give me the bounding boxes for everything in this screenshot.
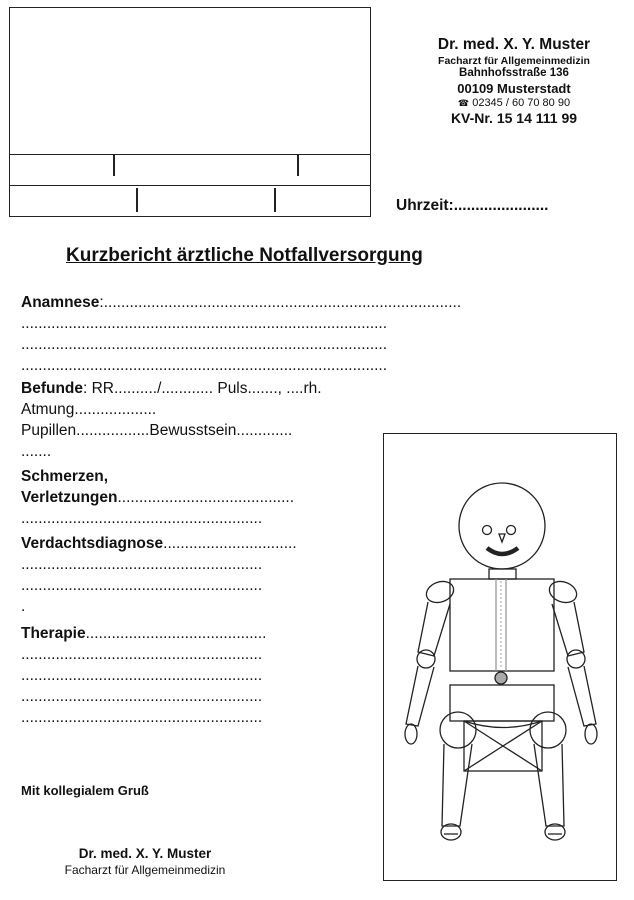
doctor-city: 00109 Musterstadt	[457, 80, 571, 96]
label-box-divider	[136, 188, 138, 212]
befunde-section	[21, 378, 322, 462]
right-upper-arm	[552, 602, 584, 656]
therapie-line[interactable]: ........................................................	[21, 667, 263, 684]
befunde-label: Befunde	[21, 380, 83, 397]
greeting: Mit kollegialem Gruß	[21, 783, 149, 798]
right-lower-leg	[534, 744, 564, 826]
doctor-street: Bahnhofsstraße 136	[459, 67, 569, 80]
doctor-specialty: Facharzt für Allgemeinmedizin	[438, 54, 590, 67]
therapie-section	[21, 623, 266, 728]
left-shoulder	[423, 578, 456, 606]
verdacht-field[interactable]	[21, 533, 297, 554]
doctor-phone: 02345 / 60 70 80 90	[472, 96, 571, 109]
navel-joint	[495, 672, 507, 684]
left-eye	[483, 526, 492, 535]
verdacht-dots: ...............................	[163, 535, 297, 552]
verdacht-label: Verdachtsdiagnose	[21, 535, 164, 552]
pupillen-field[interactable]: Pupillen.................Bewusstsein.............	[21, 422, 293, 439]
doctor-kv-number: KV-Nr. 15 14 111 99	[450, 109, 578, 126]
time-field[interactable]: Uhrzeit:......................	[396, 197, 549, 214]
left-hand	[405, 724, 417, 744]
left-forearm	[406, 666, 434, 726]
doctor-phone-line	[395, 97, 633, 110]
neck	[489, 569, 516, 579]
verletzungen-field[interactable]	[21, 487, 294, 508]
label-box-row	[10, 154, 370, 186]
body-diagram[interactable]	[384, 434, 615, 879]
verdacht-line[interactable]: ........................................................	[21, 577, 263, 594]
body-diagram-box[interactable]	[383, 433, 617, 881]
right-hand	[585, 724, 597, 744]
befunde-rr-field[interactable]	[21, 378, 322, 399]
verdacht-section	[21, 533, 297, 617]
left-upper-arm	[418, 602, 450, 656]
label-box-divider	[297, 154, 299, 176]
therapie-label: Therapie	[21, 625, 86, 642]
anamnese-dots: :...................................................................................	[99, 294, 462, 311]
anamnese-label: Anamnese	[21, 294, 100, 311]
right-elbow	[567, 650, 585, 668]
left-knee	[440, 712, 476, 748]
therapie-line[interactable]: ........................................................	[21, 688, 263, 705]
right-eye	[507, 526, 516, 535]
therapie-dots: ..........................................	[85, 625, 267, 642]
schmerzen-label: Schmerzen,	[21, 468, 109, 485]
right-forearm	[568, 666, 596, 726]
signature-name: Dr. med. X. Y. Muster	[78, 846, 212, 861]
pelvis	[450, 685, 554, 721]
right-knee	[530, 712, 566, 748]
befunde-rr: : RR........../............ Puls......., ....rh.	[83, 380, 322, 397]
anamnese-section	[21, 292, 461, 376]
torso	[450, 579, 554, 671]
signature-specialty: Facharzt für Allgemeinmedizin	[64, 862, 226, 877]
anamnese-line[interactable]: .....................................................................................	[21, 357, 388, 374]
patient-label-box	[9, 7, 371, 217]
left-elbow	[417, 650, 435, 668]
verdacht-line[interactable]: ........................................................	[21, 556, 263, 573]
atmung-field[interactable]: Atmung...................	[21, 401, 157, 418]
anamnese-field[interactable]	[21, 292, 461, 313]
verletzungen-dots: .........................................	[117, 489, 295, 506]
left-lower-leg	[442, 744, 472, 826]
telephone-icon: ☎	[457, 97, 470, 108]
verletzungen-line[interactable]: ........................................................	[21, 510, 263, 527]
page-title: Kurzbericht ärztliche Notfallversorgung	[66, 245, 423, 266]
befunde-continuation[interactable]: .......	[21, 443, 52, 460]
schmerzen-section	[21, 466, 294, 529]
doctor-name: Dr. med. X. Y. Muster	[437, 36, 591, 53]
mouth	[487, 548, 518, 554]
anamnese-line[interactable]: .....................................................................................	[21, 315, 388, 332]
nose	[499, 534, 505, 542]
anamnese-line[interactable]: .....................................................................................	[21, 336, 388, 353]
label-box-divider	[274, 188, 276, 212]
doctor-header	[395, 36, 633, 127]
therapie-field[interactable]	[21, 623, 266, 644]
verdacht-continuation[interactable]: .	[21, 598, 26, 615]
verletzungen-label: Verletzungen	[21, 489, 118, 506]
therapie-line[interactable]: ........................................................	[21, 709, 263, 726]
therapie-line[interactable]: ........................................................	[21, 646, 263, 663]
signature-block	[40, 845, 250, 878]
label-box-divider	[113, 154, 115, 176]
